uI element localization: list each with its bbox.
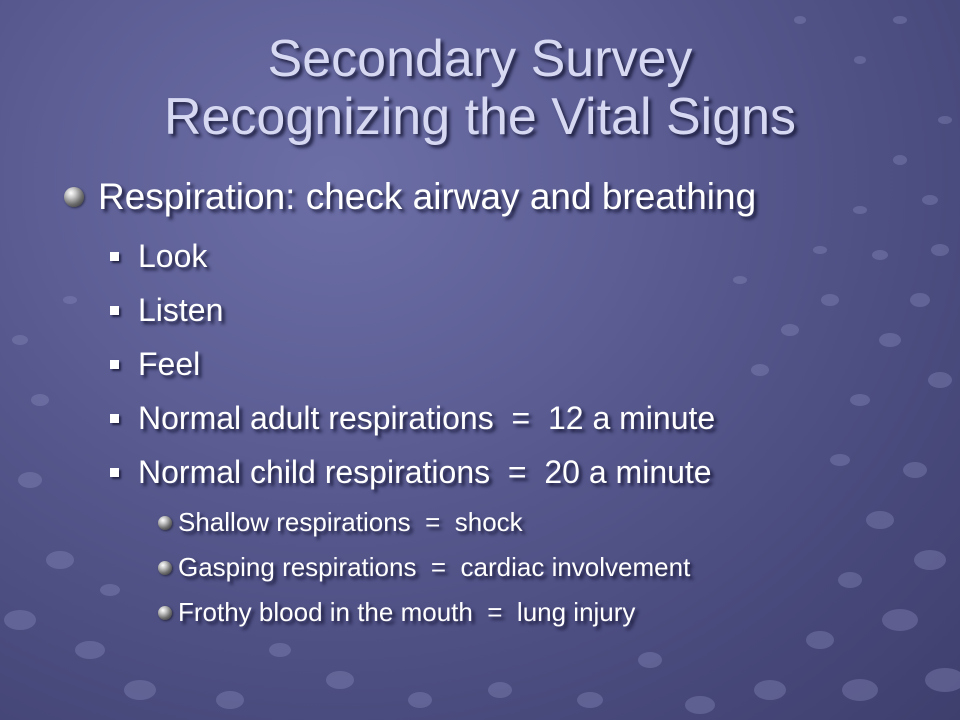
slide-title — [0, 30, 960, 146]
sub-bullet-text: Look — [138, 238, 208, 274]
sphere-bullet-icon — [158, 561, 172, 575]
sub-sub-bullet-item — [158, 597, 635, 628]
sub-bullet-text: Normal adult respirations = 12 a minute — [138, 400, 716, 436]
square-bullet-icon — [110, 306, 119, 315]
sub-sub-bullet-text: Gasping respirations = cardiac involvement — [178, 552, 691, 582]
square-bullet-icon — [110, 252, 119, 261]
sub-bullet-item — [110, 346, 200, 383]
sub-bullet-text: Listen — [138, 292, 224, 328]
sub-bullet-text: Feel — [138, 346, 201, 382]
sub-sub-bullet-text: Shallow respirations = shock — [178, 507, 523, 537]
sphere-bullet-icon — [158, 516, 172, 530]
sub-bullet-text: Normal child respirations = 20 a minute — [138, 454, 712, 490]
main-bullet-text: Respiration: check airway and breathing — [98, 176, 757, 217]
sub-bullet-item — [110, 454, 712, 491]
title-line-2: Recognizing the Vital Signs — [163, 88, 797, 146]
sub-sub-bullet-item — [158, 507, 523, 538]
title-line-1: Secondary Survey — [267, 30, 693, 88]
square-bullet-icon — [110, 414, 119, 423]
sub-bullet-item — [110, 238, 207, 275]
sub-sub-bullet-item — [158, 552, 690, 583]
sub-bullet-item — [110, 400, 715, 437]
sphere-bullet-icon — [64, 187, 84, 207]
square-bullet-icon — [110, 468, 119, 477]
sub-sub-bullet-text: Frothy blood in the mouth = lung injury — [178, 597, 636, 627]
main-bullet-item — [64, 176, 756, 218]
sub-bullet-item — [110, 292, 223, 329]
square-bullet-icon — [110, 360, 119, 369]
sphere-bullet-icon — [158, 606, 172, 620]
